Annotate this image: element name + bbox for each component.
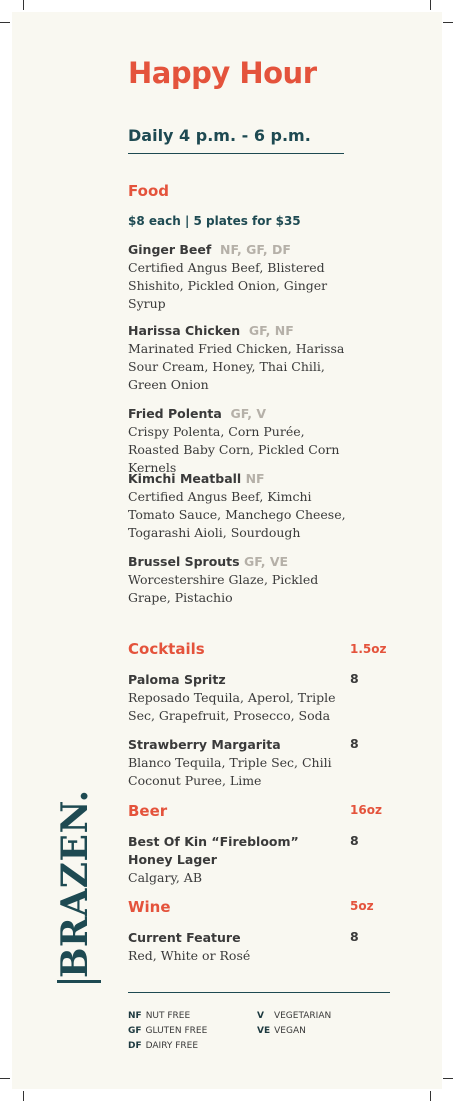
item-price: 8 (350, 929, 359, 944)
legend-code: V (257, 1011, 264, 1021)
item-name: Kimchi Meatball (128, 471, 242, 486)
crop-mark (430, 1091, 431, 1101)
item-name: Paloma Spritz (128, 672, 226, 687)
brand-underline (57, 980, 101, 983)
food-heading: Food (128, 182, 169, 200)
legend-entry (128, 1024, 207, 1039)
legend-entry (257, 1024, 331, 1039)
page-title: Happy Hour (128, 56, 317, 90)
menu-page (12, 12, 442, 1089)
item-description: Calgary, AB (128, 870, 203, 885)
dietary-tags: GF, V (230, 406, 267, 421)
crop-mark (0, 22, 10, 23)
dietary-legend (128, 1009, 207, 1054)
legend-code: VE (257, 1026, 271, 1036)
dietary-tags: NF (245, 471, 265, 486)
legend-code: GF (128, 1026, 142, 1036)
item-name: Harissa Chicken (128, 323, 241, 338)
item-description: Red, White or Rosé (128, 948, 251, 963)
legend-code: DF (128, 1041, 142, 1051)
legend-code: NF (128, 1011, 142, 1021)
dietary-legend (257, 1009, 331, 1039)
item-name: Brussel Sprouts (128, 554, 240, 569)
dietary-tags: GF, NF (248, 323, 294, 338)
item-name: Current Feature (128, 930, 241, 945)
menu-item (128, 736, 346, 790)
crop-mark (443, 1078, 453, 1079)
item-name: Strawberry Margarita (128, 737, 281, 752)
hours-subtitle: Daily 4 p.m. - 6 p.m. (128, 126, 311, 145)
menu-item (128, 929, 346, 965)
legend-label: VEGAN (274, 1026, 306, 1036)
beer-heading: Beer (128, 802, 168, 820)
menu-item (128, 833, 328, 887)
item-description: Certified Angus Beef, Blistered Shishito, Pickled Onion, Ginger Syrup (128, 260, 328, 311)
crop-mark (23, 1091, 24, 1101)
item-name: Best Of Kin “Firebloom” Honey Lager (128, 834, 299, 867)
brand-wordmark: BRAZEN. (54, 789, 96, 978)
divider (128, 992, 390, 993)
legend-label: VEGETARIAN (273, 1011, 332, 1021)
wine-heading: Wine (128, 898, 171, 916)
legend-entry (128, 1039, 207, 1054)
legend-entry (128, 1009, 207, 1024)
legend-entry (257, 1009, 331, 1024)
divider (128, 153, 344, 154)
cocktails-pour-size: 1.5oz (350, 642, 387, 656)
menu-item (128, 470, 346, 542)
menu-item (128, 405, 346, 477)
menu-item (128, 553, 346, 607)
beer-pour-size: 16oz (350, 803, 382, 817)
legend-label: NUT FREE (145, 1011, 191, 1021)
wine-pour-size: 5oz (350, 899, 374, 913)
crop-mark (23, 0, 24, 10)
item-description: Marinated Fried Chicken, Harissa Sour Cream, Honey, Thai Chili, Green Onion (128, 341, 345, 392)
item-price: 8 (350, 833, 359, 848)
item-description: Crispy Polenta, Corn Purée, Roasted Baby Corn, Pickled Corn Kernels (128, 424, 340, 475)
item-description: Certified Angus Beef, Kimchi Tomato Sauce, Manchego Cheese, Togarashi Aioli, Sourdough (128, 489, 346, 540)
menu-item (128, 671, 346, 725)
food-pricing: $8 each | 5 plates for $35 (128, 214, 301, 228)
brand-logo (54, 789, 103, 978)
crop-mark (430, 0, 431, 10)
dietary-tags: GF, VE (243, 554, 289, 569)
crop-mark (0, 1078, 10, 1079)
item-name: Fried Polenta (128, 406, 222, 421)
item-name: Ginger Beef (128, 242, 212, 257)
menu-item (128, 241, 346, 313)
item-description: Worcestershire Glaze, Pickled Grape, Pistachio (128, 572, 319, 605)
crop-mark (443, 22, 453, 23)
item-description: Blanco Tequila, Triple Sec, Chili Coconut Puree, Lime (128, 755, 332, 788)
item-price: 8 (350, 671, 359, 686)
legend-label: GLUTEN FREE (145, 1026, 208, 1036)
dietary-tags: NF, GF, DF (220, 242, 291, 257)
item-price: 8 (350, 736, 359, 751)
item-description: Reposado Tequila, Aperol, Triple Sec, Grapefruit, Prosecco, Soda (128, 690, 336, 723)
menu-item (128, 322, 346, 394)
cocktails-heading: Cocktails (128, 640, 205, 658)
legend-label: DAIRY FREE (145, 1041, 199, 1051)
